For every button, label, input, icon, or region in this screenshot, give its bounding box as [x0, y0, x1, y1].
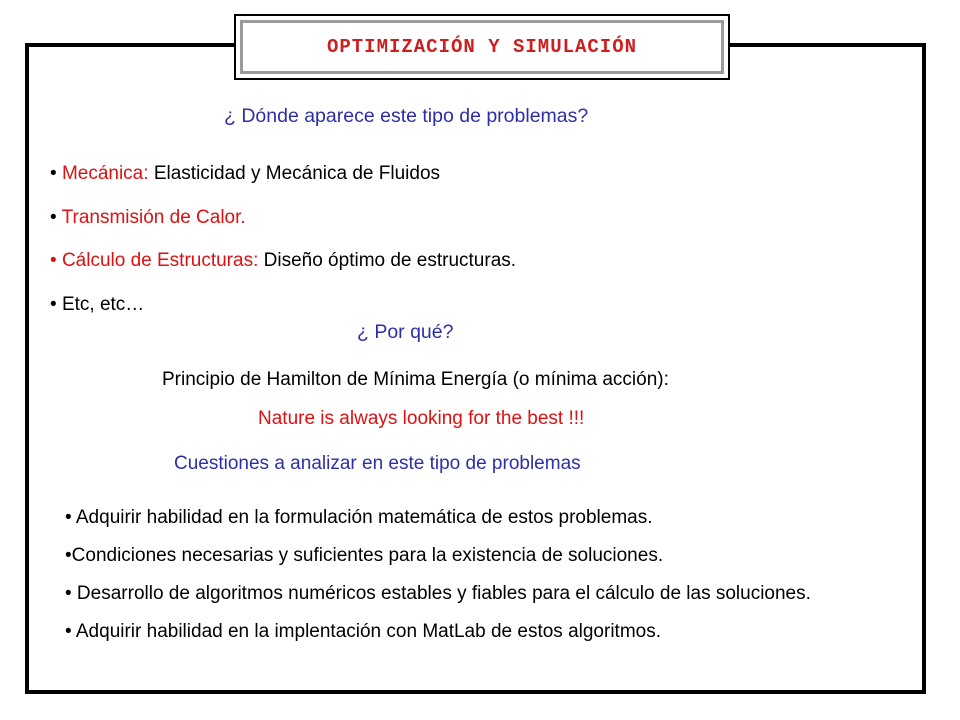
nature-quote: Nature is always looking for the best !!!	[258, 408, 585, 429]
field-label: Transmisión de Calor.	[61, 206, 246, 228]
principle-text: Principio de Hamilton de Mínima Energía (o mínima acción):	[162, 369, 669, 390]
field-text: Etc, etc…	[61, 293, 145, 315]
field-text: Diseño óptimo de estructuras.	[258, 250, 517, 271]
issues-list	[65, 506, 915, 658]
fields-list	[50, 163, 516, 337]
title-inner-border	[240, 20, 724, 74]
question-why: ¿ Por qué?	[357, 321, 454, 343]
field-text: Elasticidad y Mecánica de Fluidos	[148, 163, 441, 184]
issues-heading: Cuestiones a analizar en este tipo de problemas	[174, 453, 581, 474]
list-item: • Desarrollo de algoritmos numéricos estables y fiables para el cálculo de las soluciones.	[65, 583, 811, 604]
bullet: •	[50, 163, 57, 184]
field-label: Cálculo de Estructuras:	[61, 250, 259, 271]
bullet: •	[50, 206, 57, 228]
title-box	[234, 14, 730, 80]
list-item: •Condiciones necesarias y suficientes para la existencia de soluciones.	[65, 545, 664, 566]
list-item: • Adquirir habilidad en la implentación con MatLab de estos algoritmos.	[65, 621, 661, 642]
bullet: •	[50, 293, 57, 315]
list-item: • Adquirir habilidad en la formulación matemática de estos problemas.	[65, 507, 653, 528]
list-item	[50, 207, 516, 251]
list-item	[50, 163, 516, 207]
bullet: •	[50, 250, 57, 271]
question-where: ¿ Dónde aparece este tipo de problemas?	[224, 105, 589, 127]
slide-title: OPTIMIZACIÓN Y SIMULACIÓN	[326, 36, 638, 58]
list-item	[50, 250, 516, 294]
field-label: Mecánica:	[61, 163, 149, 184]
